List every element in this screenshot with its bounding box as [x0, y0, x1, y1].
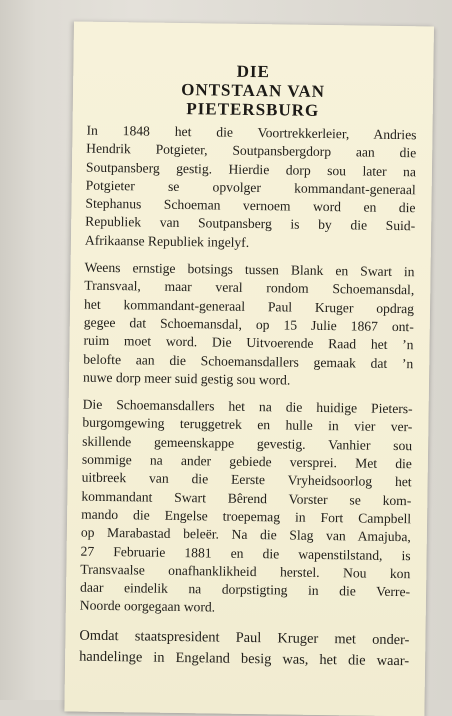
- title-line-2: ONTSTAAN VAN: [181, 79, 326, 101]
- text-line: kommandant Swart Bêrend Vorster se kom-: [81, 488, 412, 508]
- text-line: Omdat staatspresident Paul Kruger met onder-: [79, 627, 410, 648]
- text-line: burgomgewing teruggetrek en hulle in vier ver-: [82, 415, 413, 435]
- paragraph-2: [83, 259, 415, 392]
- text-line: uitbreek van die Eerste Vryheidsoorlog het: [81, 469, 412, 490]
- text-line: op Marabastad beleër. Na die Slag van Amajuba,: [80, 524, 411, 545]
- text-line: gegee dat Schoemansdal, op 15 Julie 1867 ont-: [83, 314, 414, 335]
- body-text: [79, 122, 417, 681]
- paragraph-3: [80, 396, 413, 620]
- page-title: [73, 59, 434, 121]
- paragraph-4: [79, 625, 410, 672]
- text-line: Stephanus Schoeman vernoem word en die: [85, 195, 416, 216]
- text-line: Die Schoemansdallers het na die huidige Pieters-: [82, 396, 413, 417]
- text-line: sommige na ander gebiede versprei. Met die: [81, 451, 412, 472]
- text-line: daar eindelik na dorpstigting in die Verre-: [80, 579, 411, 600]
- text-line: Afrikaanse Republiek ingelyf.: [84, 232, 250, 250]
- text-line: In 1848 het die Voortrekkerleier, Andries: [86, 122, 417, 143]
- text-line: Transvaalse onafhanklikheid herstel. Nou kon: [80, 561, 411, 582]
- text-line: Noorde oorgegaan word.: [79, 598, 216, 615]
- paragraph-1: [85, 122, 417, 255]
- text-line: 27 Februarie 1881 en die wapenstilstand, is: [80, 543, 411, 563]
- text-line: Soutpansberg gestig. Hierdie dorp sou later na: [85, 159, 417, 179]
- text-line: ruim moet word. Die Uitvoerende Raad het ’n: [83, 332, 414, 353]
- text-line: Hendrik Potgieter, Soutpansbergdorp aan die: [86, 140, 417, 161]
- text-line: skillende gemeenskappe gevestig. Vanhier sou: [82, 433, 413, 453]
- title-line-3: PIETERSBURG: [186, 99, 320, 120]
- pamphlet-page: [64, 21, 434, 716]
- text-line: Republiek van Soutpansberg is by die Suid-: [85, 214, 416, 234]
- text-line: het kommandant-generaal Paul Kruger opdrag: [83, 296, 415, 316]
- text-line: Transvaal, maar veral rondom Schoemansdal,: [84, 278, 415, 298]
- text-line: nuwe dorp meer suid gestig sou word.: [82, 369, 291, 388]
- text-line: handelinge in Engeland besig was, het die waar-: [79, 648, 410, 669]
- text-line: Potgieter se opvolger kommandant-generaal: [85, 177, 416, 198]
- text-line: mando die Engelse troepemag in Fort Campbell: [81, 506, 412, 527]
- text-line: Weens ernstige botsings tussen Blank en Swart in: [84, 259, 415, 280]
- text-line: belofte aan die Schoemansdallers gemaak dat ’n: [83, 351, 414, 371]
- title-line-1: DIE: [236, 61, 271, 82]
